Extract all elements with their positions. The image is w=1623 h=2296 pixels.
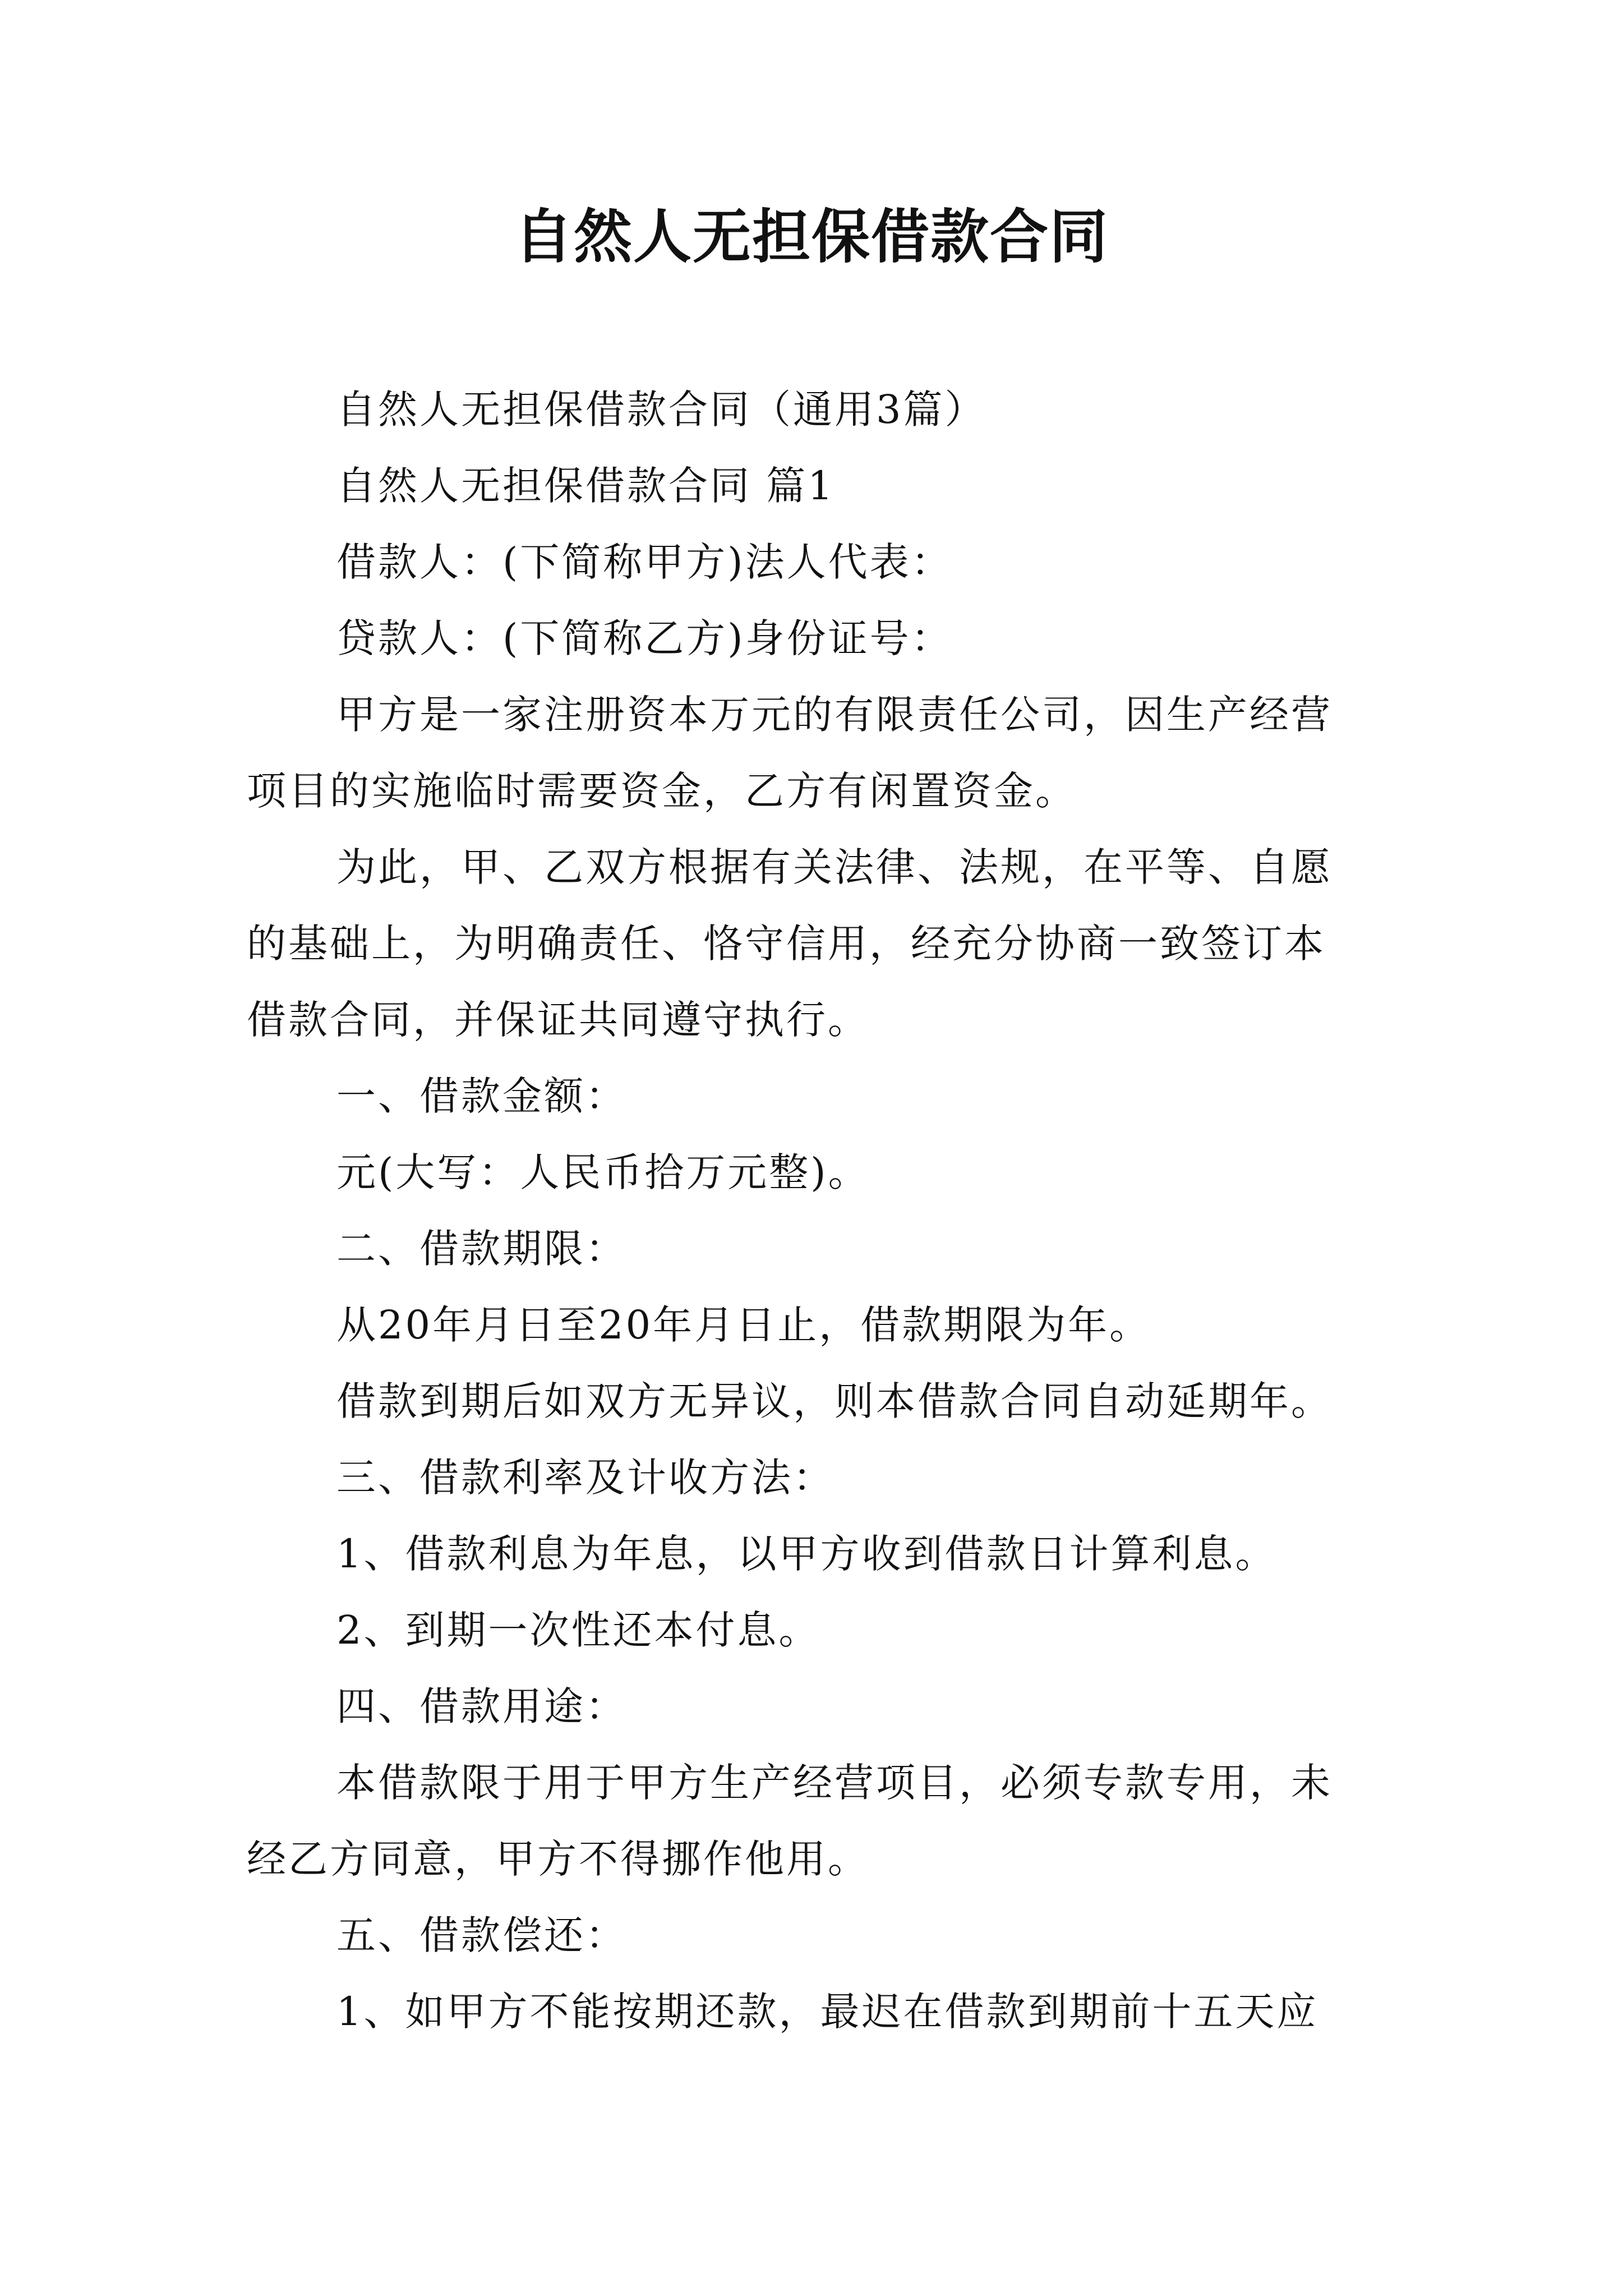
paragraph-line: 元(大写：人民币拾万元整)。 (336, 1149, 870, 1195)
document-title: 自然人无担保借款合同 (514, 203, 1109, 271)
paragraph-line: 自然人无担保借款合同（通用3篇） (336, 386, 986, 432)
paragraph-line: 1、借款利息为年息，以甲方收到借款日计算利息。 (336, 1531, 1277, 1577)
paragraph-line: 为此，甲、乙双方根据有关法律、法规，在平等、自愿 (336, 844, 1332, 890)
paragraph-line: 五、借款偿还： (336, 1912, 627, 1958)
paragraph-line: 自然人无担保借款合同 篇1 (336, 463, 835, 509)
paragraph-line: 贷款人：(下简称乙方)身份证号： (336, 615, 953, 661)
paragraph-line: 1、如甲方不能按期还款，最迟在借款到期前十五天应 (336, 1989, 1318, 2035)
paragraph-line: 甲方是一家注册资本万元的有限责任公司，因生产经营 (336, 692, 1332, 738)
paragraph-line: 二、借款期限： (336, 1226, 627, 1272)
paragraph-line: 借款合同，并保证共同遵守执行。 (247, 997, 869, 1043)
paragraph-line: 经乙方同意，甲方不得挪作他用。 (247, 1836, 869, 1882)
paragraph-line: 一、借款金额： (336, 1073, 627, 1119)
document-body (247, 371, 1391, 2050)
paragraph-line: 的基础上，为明确责任、恪守信用，经充分协商一致签订本 (247, 921, 1326, 967)
paragraph-line: 从20年月日至20年月日止，借款期限为年。 (336, 1302, 1151, 1348)
paragraph-line: 借款人：(下简称甲方)法人代表： (336, 539, 953, 585)
paragraph-line: 四、借款用途： (336, 1683, 627, 1729)
paragraph-line: 项目的实施临时需要资金，乙方有闲置资金。 (247, 768, 1077, 814)
paragraph-line: 本借款限于用于甲方生产经营项目，必须专款专用，未 (336, 1760, 1332, 1806)
paragraph-line: 借款到期后如双方无异议，则本借款合同自动延期年。 (336, 1378, 1332, 1424)
paragraph-line: 三、借款利率及计收方法： (336, 1455, 834, 1501)
paragraph-line: 2、到期一次性还本付息。 (336, 1607, 820, 1653)
